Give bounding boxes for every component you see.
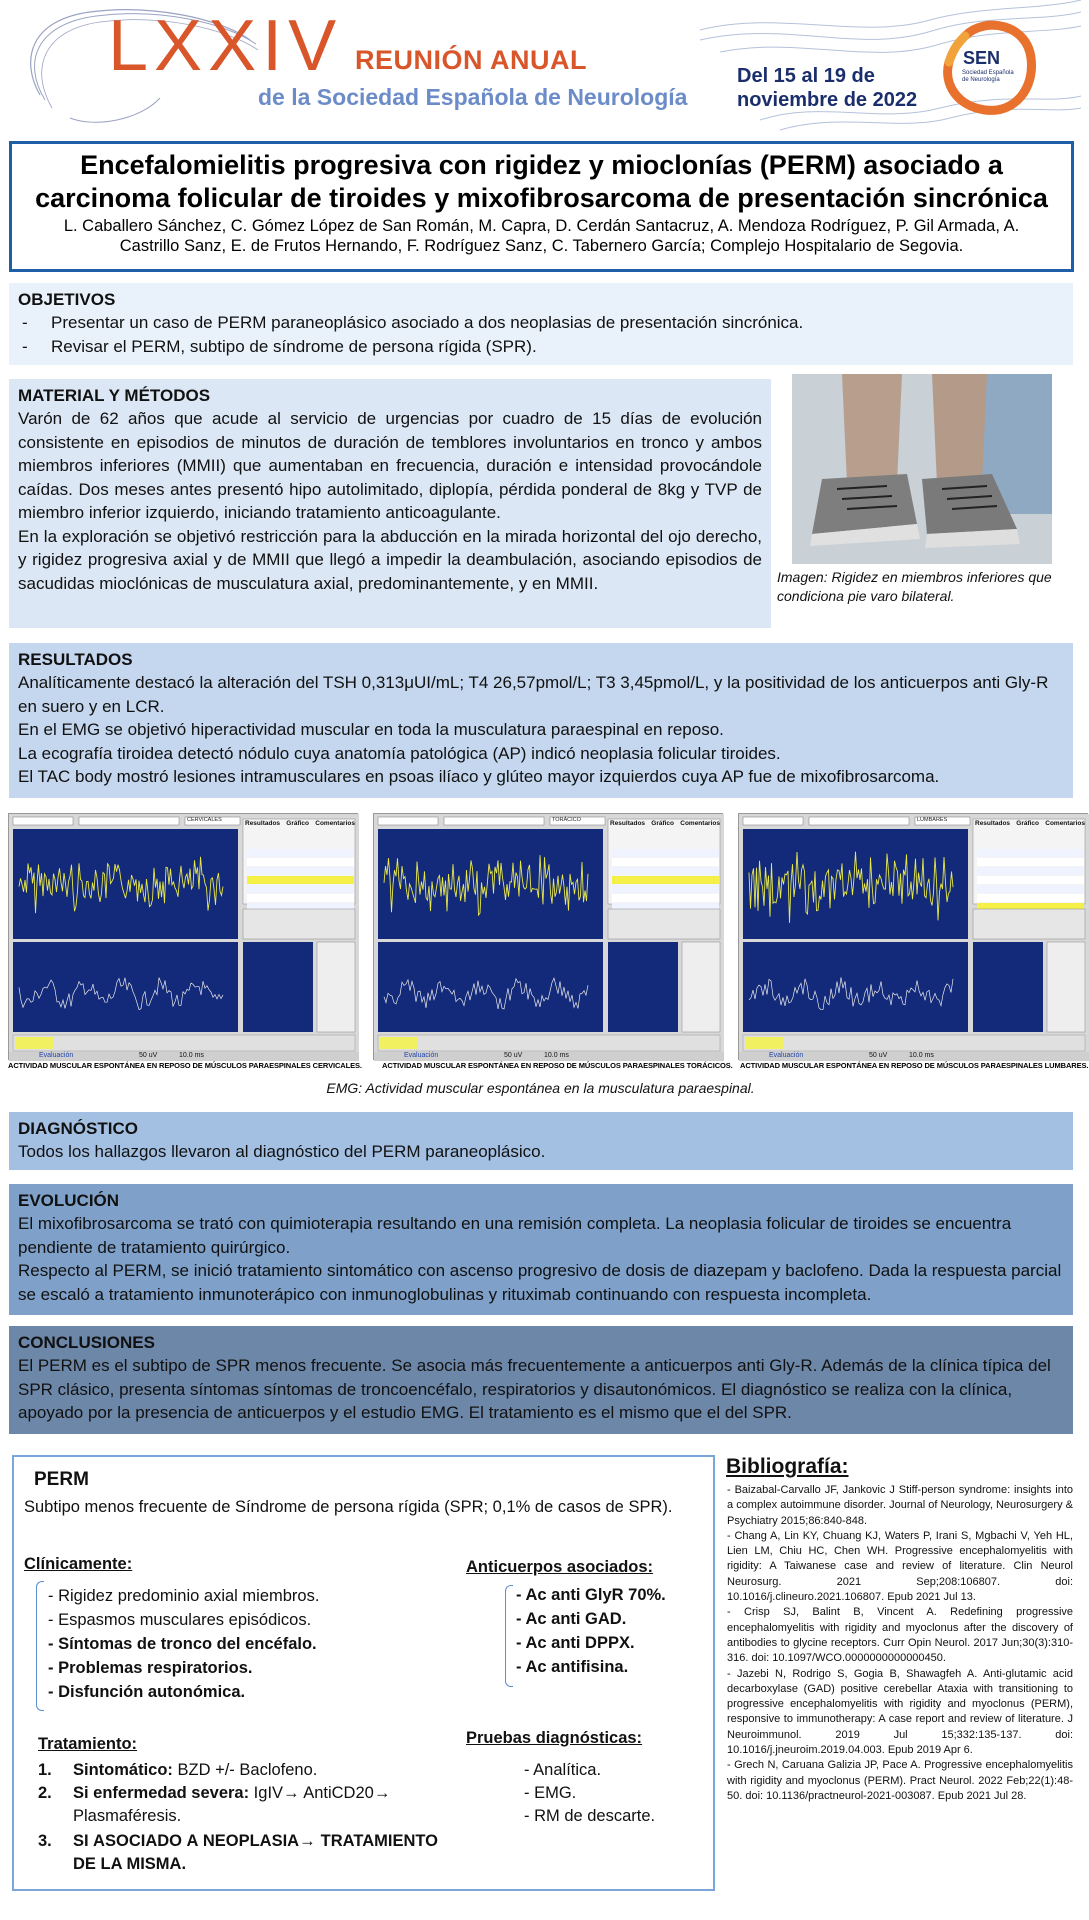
diagnostico-section <box>9 1112 1073 1170</box>
list-item: - RM de descarte. <box>524 1807 656 1825</box>
emg-status-gain: 50 uV <box>504 1052 523 1059</box>
poster-title: Encefalomielitis progresiva con rigidez y mioclonías (PERM) asociado a carcinoma folicular de tiroides y mixofibrosarcoma de presentación sincrónica <box>35 150 1048 213</box>
list-item: - EMG. <box>524 1784 577 1802</box>
evolucion-heading: EVOLUCIÓN <box>18 1191 120 1210</box>
list-item: - Espasmos musculares episódicos. <box>48 1611 312 1629</box>
conclusiones-heading: CONCLUSIONES <box>18 1333 155 1352</box>
perm-heading: PERM <box>34 1469 89 1490</box>
material-paragraph-1: Varón de 62 años que acude al servicio de urgencias por cuadro de 15 días de evolución consistente en episodios de minutos de duración de temblores involuntarios en tronco y ambos miembros inferiores (MMII) que aumentaban en frecuencia, duración e intensidad provocándole caídas. Dos meses antes presentó hipo autolimitado, diplopía, pérdida ponderal de 8kg y TVP de miembro inferior izquierdo, iniciando tratamiento anticoagulante. <box>18 409 762 522</box>
resultados-line: Analíticamente destacó la alteración del TSH 0,313μUI/mL; T4 26,57pmol/L; T3 3,45pmol/L, y la positividad de los anticuerpos anti Gly-R en suero y en LCR. <box>18 673 1049 716</box>
emg-status-evaluacion: Evaluación <box>769 1052 804 1059</box>
list-item: - Problemas respiratorios. <box>48 1659 253 1677</box>
anticuerpos-list <box>516 1583 666 1679</box>
pruebas-heading: Pruebas diagnósticas: <box>466 1729 643 1747</box>
bibliografia-list <box>727 1483 1073 1804</box>
evolucion-section <box>9 1184 1073 1315</box>
list-item: - Ac anti GlyR 70%. <box>516 1586 666 1604</box>
bibliografia-heading: Bibliografía: <box>726 1455 849 1478</box>
emg-caption-cervical: ACTIVIDAD MUSCULAR ESPONTÁNEA EN REPOSO DE MÚSCULOS PARAESPINALES CERVICALES. <box>8 1061 362 1070</box>
emg-region-select: CERVICALES <box>187 817 222 823</box>
reference-item: - Jazebi N, Rodrigo S, Gogia B, Shawagfeh A. Anti-glutamic acid decarboxylase (GAD) positive cerebellar Ataxia with transitioning to progressive encephalomyelitis with rigidity and myoclonus (PERM), responsive to immunotherapy: A case report and review of literature. J Neuroimmunol. 2019 Jul 15;332:135-137. doi: 10.1016/j.jneuroim.2019.04.003. Epub 2019 Apr 6. <box>727 1667 1073 1757</box>
list-item: 3. SI ASOCIADO A NEOPLASIA→ TRATAMIENTO DE LA MISMA. <box>38 1832 438 1873</box>
legs-photo <box>792 374 1052 564</box>
objetivos-section <box>9 283 1073 365</box>
emg-main-caption: EMG: Actividad muscular espontánea en la musculatura paraespinal. <box>326 1080 755 1096</box>
emg-status-gain: 50 uV <box>139 1052 158 1059</box>
resultados-line: El TAC body mostró lesiones intramusculares en psoas ilíaco y glúteo mayor izquierdos cuya AP fue de mixofibrosarcoma. <box>18 767 940 786</box>
emg-panel <box>373 813 723 1060</box>
emg-status-gain: 50 uV <box>869 1052 888 1059</box>
congress-number: LXXIV <box>108 6 343 86</box>
perm-intro: Subtipo menos frecuente de Síndrome de persona rígida (SPR; 0,1% de casos de SPR). <box>24 1498 673 1516</box>
title-box <box>9 141 1074 272</box>
sen-logo <box>935 18 1039 118</box>
reference-item: - Chang A, Lin KY, Chuang KJ, Waters P, Irani S, Mgbachi V, Yeh HL, Lien LM, Chiu HC, Chen WH. Progressive encephalomyelitis with rigidity: A Taiwanese case and review of literature. Clin Neurol Neurosurg. 2021 Sep;208:106807. doi: 10.1016/j.clineuro.2021.106807. Epub 2021 Jul 13. <box>727 1529 1073 1604</box>
photo-caption: Imagen: Rigidez en miembros inferiores que condiciona pie varo bilateral. <box>777 569 1052 604</box>
diagnostico-text: Todos los hallazgos llevaron al diagnóstico del PERM paraneoplásico. <box>18 1142 546 1161</box>
evolucion-paragraph-1: El mixofibrosarcoma se trató con quimioterapia resultando en una remisión completa. La neoplasia folicular de tiroides se encuentra pendiente de tratamiento quirúrgico. <box>18 1214 1012 1257</box>
conclusiones-text: El PERM es el subtipo de SPR menos frecuente. Se asocia más frecuentemente a anticuerpos anti Gly-R. Además de la clínica típica del SPR clásico, presenta síntomas síntomas de troncoencéfalo, respiratorios y disautonómicos. El diagnóstico se realiza con la clínica, apoyado por la presencia de anticuerpos y el estudio EMG. El tratamiento es el mismo que el del SPR. <box>18 1356 1051 1422</box>
clinica-heading: Clínicamente: <box>24 1555 133 1573</box>
organization-name: de la Sociedad Española de Neurología <box>258 84 688 110</box>
diagnostico-heading: DIAGNÓSTICO <box>18 1119 138 1138</box>
conclusiones-section <box>9 1326 1073 1434</box>
emg-tabs: Resultados Gráfico Comentarios <box>610 820 720 827</box>
list-item: - Síntomas de tronco del encéfalo. <box>48 1635 317 1653</box>
dates-line-1: Del 15 al 19 de <box>737 65 875 87</box>
material-paragraph-2: En la exploración se objetivó restricción para la abducción en la mirada horizontal del ojo derecho, y rigidez progresiva axial y de MMII que llegó a impedir la deambulación, asociando episodios de sacudidas mioclónicas de musculatura axial, predominantemente, y en MMII. <box>18 526 762 593</box>
emg-status-time: 10.0 ms <box>179 1052 204 1059</box>
list-item: - Ac antifisina. <box>516 1658 629 1676</box>
congress-dates <box>737 64 937 112</box>
emg-status-time: 10.0 ms <box>544 1052 569 1059</box>
objetivos-list <box>18 311 1064 358</box>
emg-region-select: TORÁCICO <box>552 817 581 823</box>
resultados-heading: RESULTADOS <box>18 650 133 669</box>
emg-status-evaluacion: Evaluación <box>39 1052 74 1059</box>
logo-subtext: Sociedad Española de Neurología <box>962 70 1014 83</box>
emg-caption-lumbar: ACTIVIDAD MUSCULAR ESPONTÁNEA EN REPOSO DE MÚSCULOS PARAESPINALES LUMBARES. <box>740 1061 1089 1070</box>
objetivos-heading: OBJETIVOS <box>18 290 116 309</box>
list-item: - Disfunción autonómica. <box>48 1683 246 1701</box>
poster-header <box>0 0 1081 132</box>
emg-status-time: 10.0 ms <box>909 1052 934 1059</box>
emg-tabs: Resultados Gráfico Comentarios <box>975 820 1085 827</box>
reference-item: - Grech N, Caruana Galizia JP, Pace A. Progressive encephalomyelitis with rigidity and myoclonus (PERM). Pract Neurol. 2022 Feb;22(1):48-50. doi: 10.1136/practneurol-2021-003087. Epub 2021 Jul 28. <box>727 1759 1073 1802</box>
list-item: - Analítica. <box>524 1761 602 1779</box>
emg-region-select: LUMBARES <box>917 817 948 823</box>
list-item: - Presentar un caso de PERM paraneoplásico asociado a dos neoplasias de presentación sincrónica. <box>18 311 1064 335</box>
congress-title: REUNIÓN ANUAL <box>355 45 587 75</box>
perm-summary-box <box>12 1455 715 1891</box>
authors: L. Caballero Sánchez, C. Gómez López de San Román, M. Capra, D. Cerdán Santacruz, A. Mendoza Rodríguez, P. Gil Armada, A. Castrillo Sanz, E. de Frutos Hernando, F. Rodríguez Sanz, C. Tabernero García; Complejo Hospitalario de Segovia. <box>63 217 1020 255</box>
emg-panel <box>8 813 358 1060</box>
pruebas-list <box>524 1759 655 1828</box>
dates-line-2: noviembre de 2022 <box>737 89 918 111</box>
tratamiento-heading: Tratamiento: <box>38 1735 138 1753</box>
emg-tabs: Resultados Gráfico Comentarios <box>245 820 355 827</box>
clinica-bracket <box>36 1581 44 1711</box>
resultados-line: La ecografía tiroidea detectó nódulo cuya anatomía patológica (AP) indicó neoplasia folicular tiroides. <box>18 743 781 763</box>
list-item: - Ac anti GAD. <box>516 1610 627 1628</box>
material-section <box>9 379 771 628</box>
list-item: 2. Si enfermedad severa: IgIV→ AntiCD20→ Plasmaféresis. <box>38 1784 391 1825</box>
emg-status-evaluacion: Evaluación <box>404 1052 439 1059</box>
anticuerpos-bracket <box>505 1585 513 1687</box>
logo-text: SEN <box>963 48 1001 68</box>
list-item: - Rigidez predominio axial miembros. <box>48 1587 320 1605</box>
emg-panel <box>738 813 1088 1060</box>
resultados-line: En el EMG se objetivó hiperactividad muscular en toda la musculatura paraespinal en reposo. <box>18 720 724 739</box>
list-item: - Revisar el PERM, subtipo de síndrome de persona rígida (SPR). <box>18 335 1064 359</box>
reference-item: - Crisp SJ, Balint B, Vincent A. Redefining progressive encephalomyelitis with rigidity and myoclonus after the discovery of antibodies to glycine receptors. Curr Opin Neurol. 2017 Jun;30(3):310-316. doi: 10.1097/WCO.0000000000000450. <box>727 1606 1073 1665</box>
list-item: 1. Sintomático: BZD +/- Baclofeno. <box>38 1761 318 1779</box>
tratamiento-list <box>38 1759 438 1876</box>
evolucion-paragraph-2: Respecto al PERM, se inició tratamiento sintomático con ascenso progresivo de dosis de diazepam y baclofeno. Dada la respuesta parcial se escaló a tratamiento inmunoterápico con inmunoglobulinas y rituximab continuando con respuesta incompleta. <box>18 1261 1062 1304</box>
list-item: - Ac anti DPPX. <box>516 1634 635 1652</box>
reference-item: - Baizabal-Carvallo JF, Jankovic J Stiff-person syndrome: insights into a complex autoimmune disorder. Journal of Neurology, Neurosurgery & Psychiatry 2015;86:840-848. <box>727 1484 1073 1527</box>
emg-caption-toracico: ACTIVIDAD MUSCULAR ESPONTÁNEA EN REPOSO DE MÚSCULOS PARAESPINALES TORÁCICOS. <box>382 1061 733 1070</box>
clinica-list <box>48 1584 319 1704</box>
material-heading: MATERIAL Y MÉTODOS <box>18 386 211 405</box>
resultados-section <box>9 643 1073 798</box>
anticuerpos-heading: Anticuerpos asociados: <box>466 1558 654 1576</box>
